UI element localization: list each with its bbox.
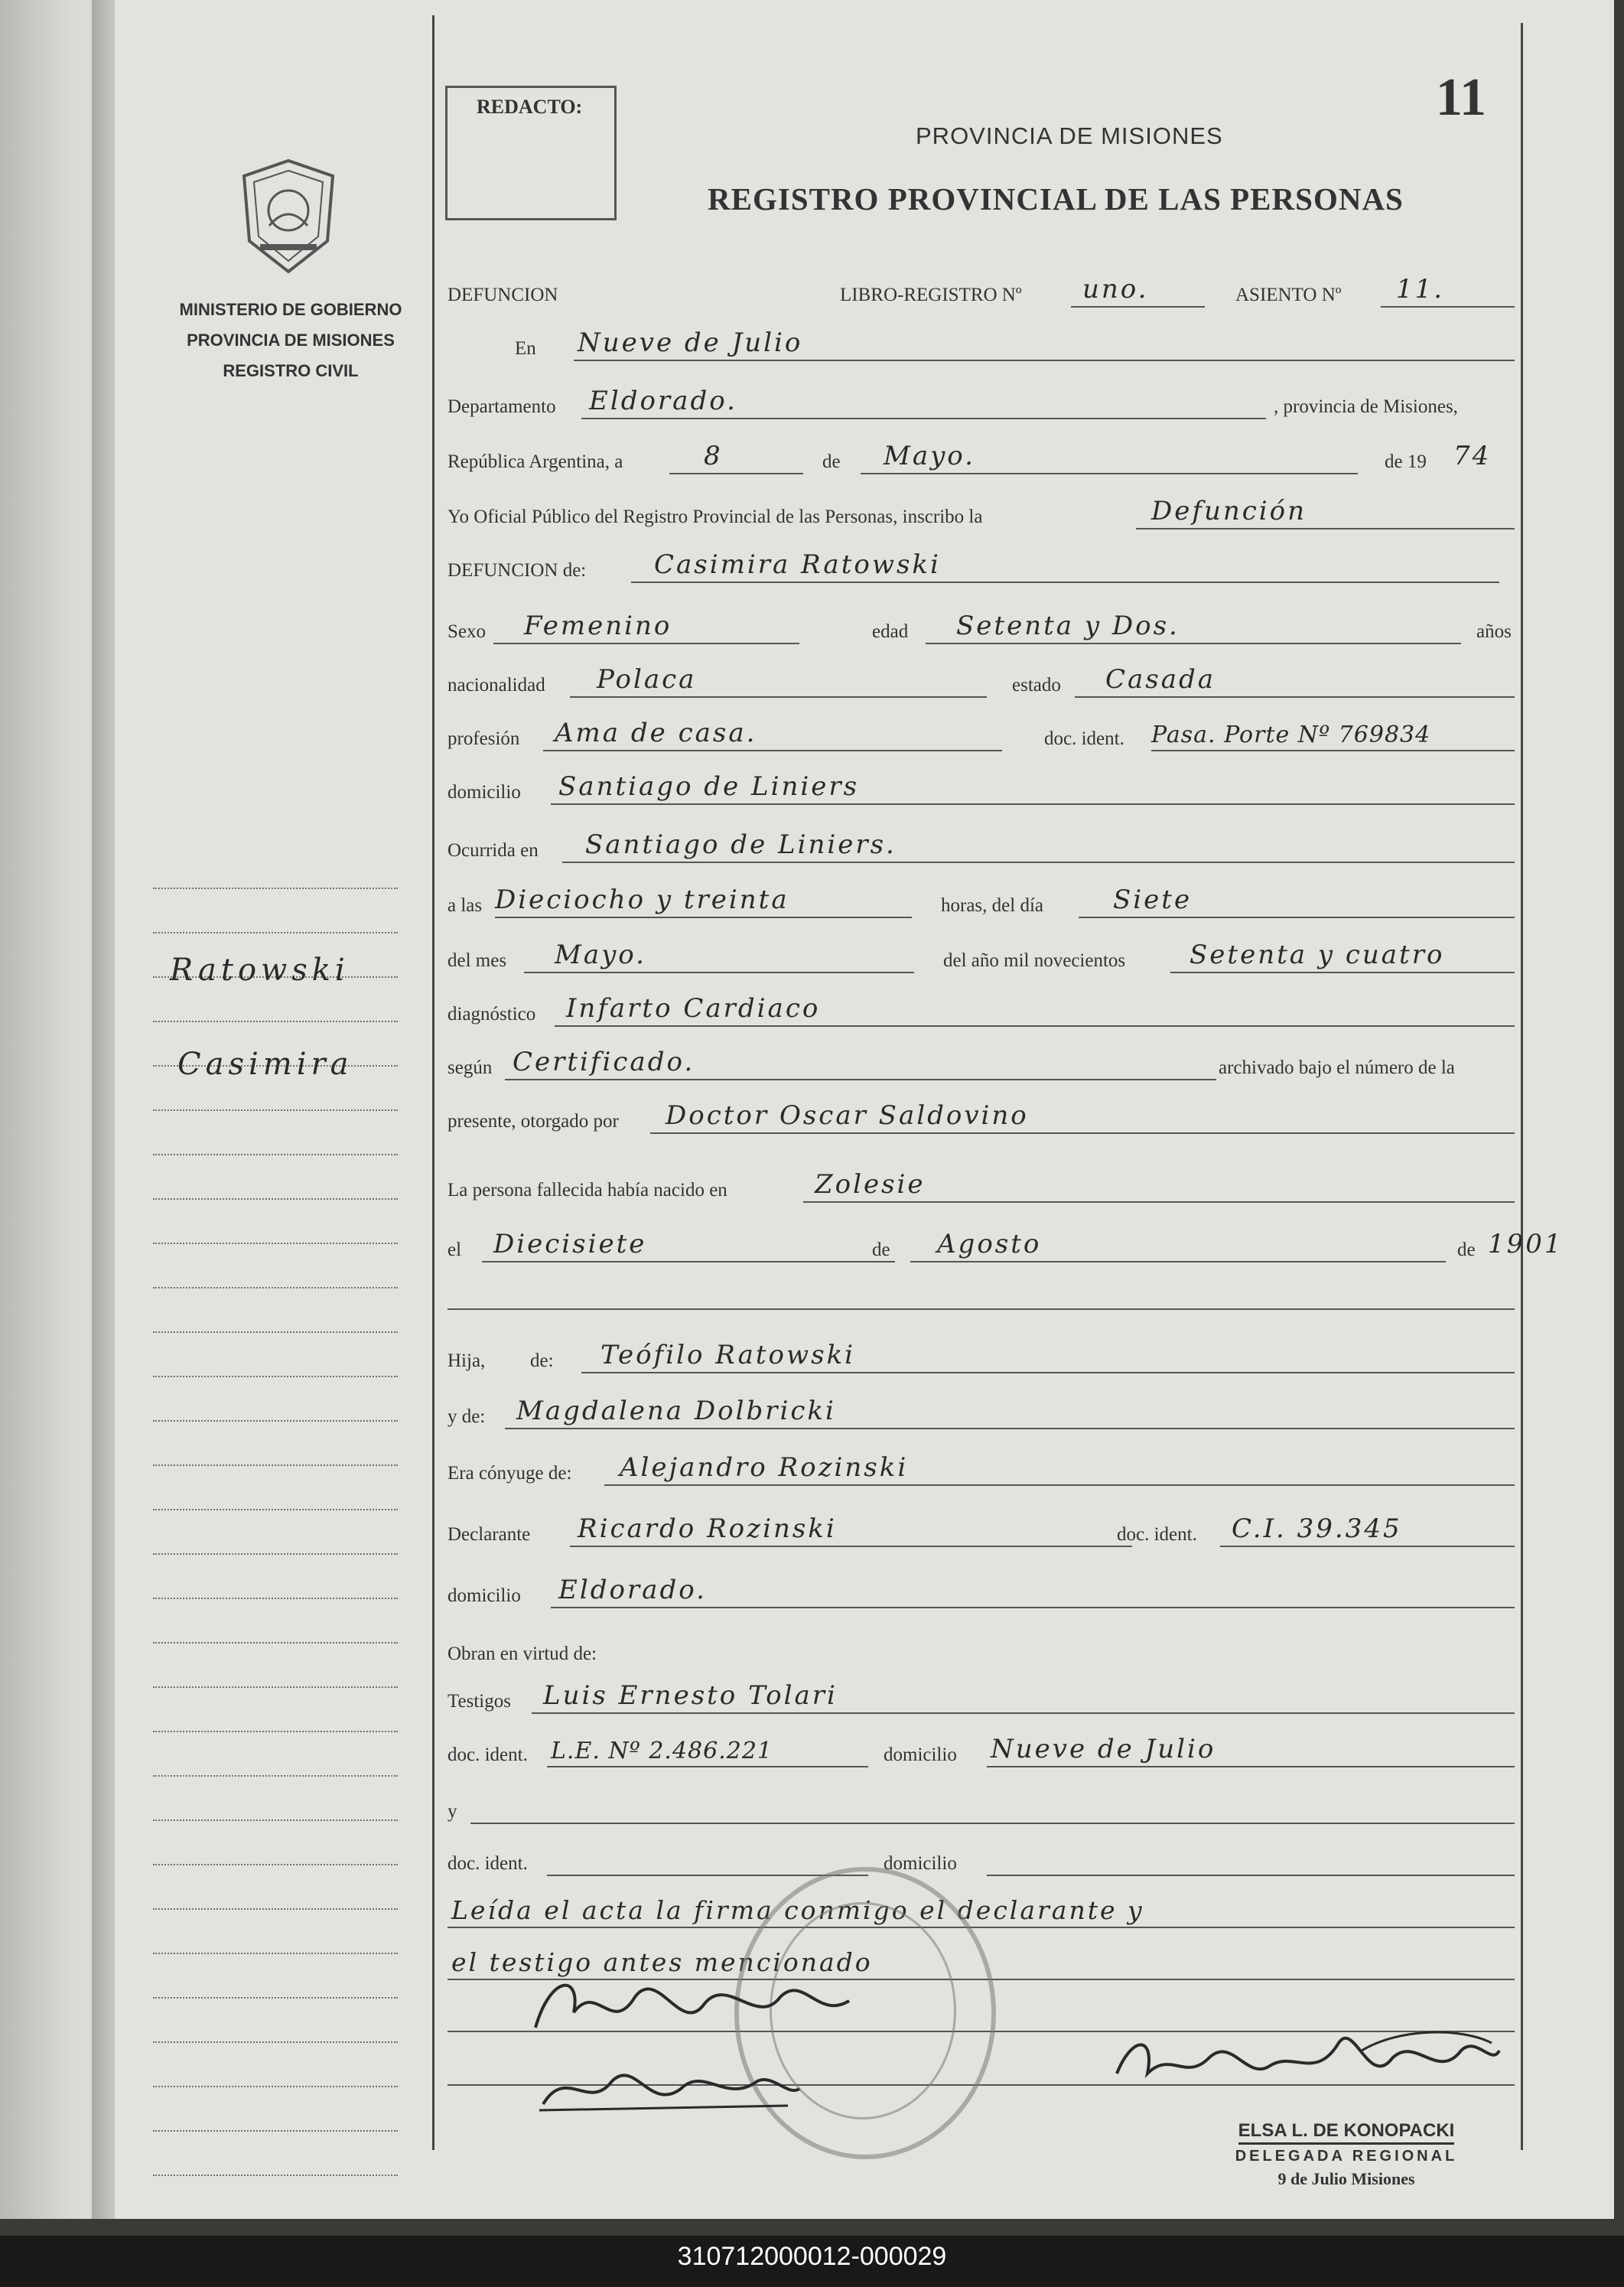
row-libro: [447, 274, 1515, 311]
defuncion-de-value: Casimira Ratowski: [654, 549, 941, 580]
departamento-value: Eldorado.: [589, 386, 737, 416]
presente-label: presente, otorgado por: [447, 1111, 619, 1132]
diagnostico-value: Infarto Cardiaco: [566, 993, 821, 1024]
right-form-rule: [1521, 23, 1523, 2150]
row-y: [447, 1793, 1515, 1827]
profesion-value: Ama de casa.: [555, 718, 757, 748]
a-las-label: a las: [447, 895, 483, 916]
anos-label: años: [1476, 621, 1512, 642]
row-madre: [447, 1396, 1515, 1432]
officer-name: ELSA L. DE KONOPACKI: [1238, 2119, 1455, 2145]
republica-label: República Argentina, a: [447, 451, 623, 472]
defuncion-de-label: DEFUNCION de:: [447, 560, 587, 581]
officer-block: [1209, 2119, 1484, 2191]
row-presente: [447, 1100, 1515, 1137]
sexo-value: Femenino: [524, 611, 672, 641]
row-diagnostico: [447, 993, 1515, 1030]
ano-value: Setenta y cuatro: [1190, 940, 1445, 970]
departamento-label: Departamento: [447, 396, 556, 417]
testigo-domicilio: Nueve de Julio: [991, 1734, 1216, 1764]
provincial-emblem-icon: [237, 157, 340, 275]
ministry-line-1: MINISTERIO DE GOBIERNO: [179, 300, 402, 319]
edad-label: edad: [872, 621, 909, 642]
margin-surname: Ratowski: [170, 953, 350, 988]
declarante-domicilio: Eldorado.: [558, 1575, 707, 1605]
redacto-label: REDACTO:: [477, 96, 583, 118]
a-las-value: Dieciocho y treinta: [495, 885, 789, 915]
image-caption: 310712000012-000029: [677, 2242, 947, 2271]
defuncion-label: DEFUNCION: [447, 285, 558, 305]
row-departamento: [447, 386, 1515, 422]
ministry-block: [153, 295, 428, 386]
edad-value: Setenta y Dos.: [956, 611, 1180, 641]
row-note-1: [447, 1895, 1515, 1931]
asiento-label: ASIENTO Nº: [1235, 285, 1342, 305]
year-value: 74: [1453, 441, 1492, 471]
redacto-box: [445, 86, 617, 220]
segun-value: Certificado.: [513, 1047, 695, 1077]
profesion-label: profesión: [447, 728, 520, 749]
testigo-doc: L.E. Nº 2.486.221: [551, 1738, 773, 1764]
row-profesion: [447, 718, 1515, 754]
mes-label: del mes: [447, 950, 507, 971]
nacido-label: La persona fallecida había nacido en: [447, 1180, 727, 1201]
row-nacimiento-fecha: [447, 1229, 1564, 1266]
en-label: En: [515, 338, 536, 359]
row-testigos: [447, 1680, 1515, 1717]
row-en: [447, 327, 1515, 364]
libro-label: LIBRO-REGISTRO Nº: [840, 285, 1022, 305]
row-nacionalidad: [447, 664, 1515, 701]
row-declarante-domicilio: [447, 1575, 1515, 1611]
ano-label: del año mil novecientos: [943, 950, 1126, 971]
en-value: Nueve de Julio: [578, 327, 803, 358]
row-testigo-doc: [447, 1734, 1515, 1771]
madre-value: Magdalena Dolbricki: [516, 1396, 836, 1426]
margin-given-name: Casimira: [177, 1047, 353, 1082]
note-line-2: el testigo antes mencionado: [451, 1947, 873, 1977]
left-form-rule: [432, 15, 434, 2150]
row-domicilio: [447, 771, 1515, 808]
y-de-label: y de:: [447, 1406, 486, 1427]
domicilio-label-4: domicilio: [884, 1853, 957, 1874]
y-label: y: [447, 1801, 457, 1822]
declarante-label: Declarante: [447, 1524, 531, 1545]
mes-value: Mayo.: [555, 940, 646, 970]
ministry-line-2: PROVINCIA DE MISIONES: [187, 331, 395, 350]
domicilio-value: Santiago de Liniers: [558, 771, 860, 802]
de-label-3: de: [872, 1240, 890, 1260]
domicilio-label-3: domicilio: [884, 1745, 957, 1765]
row-sexo: [447, 611, 1515, 647]
conyuge-value: Alejandro Rozinski: [620, 1452, 909, 1483]
de-label-1: de: [822, 451, 841, 472]
sexo-label: Sexo: [447, 621, 486, 642]
domicilio-label: domicilio: [447, 782, 521, 803]
declarante-doc: C.I. 39.345: [1232, 1513, 1402, 1544]
month-value: Mayo.: [884, 441, 975, 471]
nacionalidad-value: Polaca: [597, 664, 697, 695]
ministry-line-3: REGISTRO CIVIL: [223, 361, 359, 380]
doc-label: doc. ident.: [1044, 728, 1124, 749]
estado-label: estado: [1012, 675, 1061, 696]
row-mes: [447, 940, 1515, 976]
estado-value: Casada: [1105, 664, 1216, 695]
testigos-value: Luis Ernesto Tolari: [543, 1680, 838, 1711]
oficial-value: Defunción: [1151, 496, 1307, 526]
officer-title: DELEGADA REGIONAL: [1235, 2148, 1458, 2165]
de-label-2: de 19: [1385, 451, 1427, 472]
segun-label: según: [447, 1057, 493, 1078]
nacido-value: Zolesie: [815, 1169, 926, 1200]
el-label: el: [447, 1240, 462, 1260]
row-doc-blank: [447, 1846, 1515, 1879]
sheet-number: 11: [1435, 68, 1486, 127]
row-ocurrida: [447, 829, 1515, 866]
row-segun: [447, 1047, 1515, 1083]
row-hija: [447, 1340, 1515, 1376]
doc-label-2: doc. ident.: [1117, 1524, 1197, 1545]
de-label-5: de:: [530, 1350, 554, 1371]
row-oficial: [447, 496, 1515, 533]
ocurrida-value: Santiago de Liniers.: [585, 829, 897, 860]
dia-value: Siete: [1113, 885, 1193, 915]
diagnostico-label: diagnóstico: [447, 1004, 536, 1025]
provincia-label: , provincia de Misiones,: [1274, 396, 1458, 417]
archivado-label: archivado bajo el número de la: [1219, 1057, 1455, 1078]
doc-label-3: doc. ident.: [447, 1745, 528, 1765]
el-value: Diecisiete: [493, 1229, 647, 1259]
row-fecha: [447, 441, 1515, 477]
note-line-1: Leída el acta la firma conmigo el declarante y: [451, 1895, 1144, 1925]
hija-label: Hija,: [447, 1350, 486, 1371]
nac-month-value: Agosto: [937, 1229, 1042, 1259]
officer-signature-icon: [1109, 2020, 1507, 2104]
libro-value: uno.: [1082, 274, 1149, 305]
officer-place: 9 de Julio Misiones: [1277, 2169, 1415, 2188]
doc-label-4: doc. ident.: [447, 1853, 528, 1874]
padre-value: Teófilo Ratowski: [600, 1340, 856, 1370]
horas-label: horas, del día: [941, 895, 1043, 916]
province-heading: PROVINCIA DE MISIONES: [916, 122, 1223, 149]
de-label-4: de: [1457, 1240, 1476, 1260]
margin-dotted-lines: [153, 888, 398, 2219]
row-declarante: [447, 1513, 1515, 1550]
nacionalidad-label: nacionalidad: [447, 675, 545, 696]
row-nacido: [447, 1169, 1515, 1206]
presente-value: Doctor Oscar Saldovino: [666, 1100, 1029, 1131]
oficial-text: Yo Oficial Público del Registro Provincial de las Personas, inscribo la: [447, 507, 983, 527]
obran-label: Obran en virtud de:: [447, 1644, 597, 1664]
doc-value: Pasa. Porte Nº 769834: [1151, 722, 1431, 748]
ocurrida-label: Ocurrida en: [447, 840, 539, 861]
registry-heading: REGISTRO PROVINCIAL DE LAS PERSONAS: [708, 181, 1404, 217]
row-obran: [447, 1636, 1515, 1670]
row-conyuge: [447, 1452, 1515, 1489]
asiento-value: 11.: [1396, 274, 1445, 305]
witness-signature-icon: [535, 2051, 811, 2119]
conyuge-label: Era cónyuge de:: [447, 1463, 572, 1484]
testigos-label: Testigos: [447, 1691, 511, 1712]
nac-year-value: 1901: [1488, 1229, 1564, 1259]
row-a-las: [447, 885, 1515, 921]
declarant-signature-icon: [528, 1966, 926, 2043]
row-defuncion-de: [447, 549, 1515, 586]
domicilio-label-2: domicilio: [447, 1585, 521, 1606]
spine: [92, 0, 115, 2219]
row-blank: [447, 1279, 1515, 1313]
day-value: 8: [704, 441, 723, 471]
declarante-value: Ricardo Rozinski: [578, 1513, 837, 1544]
